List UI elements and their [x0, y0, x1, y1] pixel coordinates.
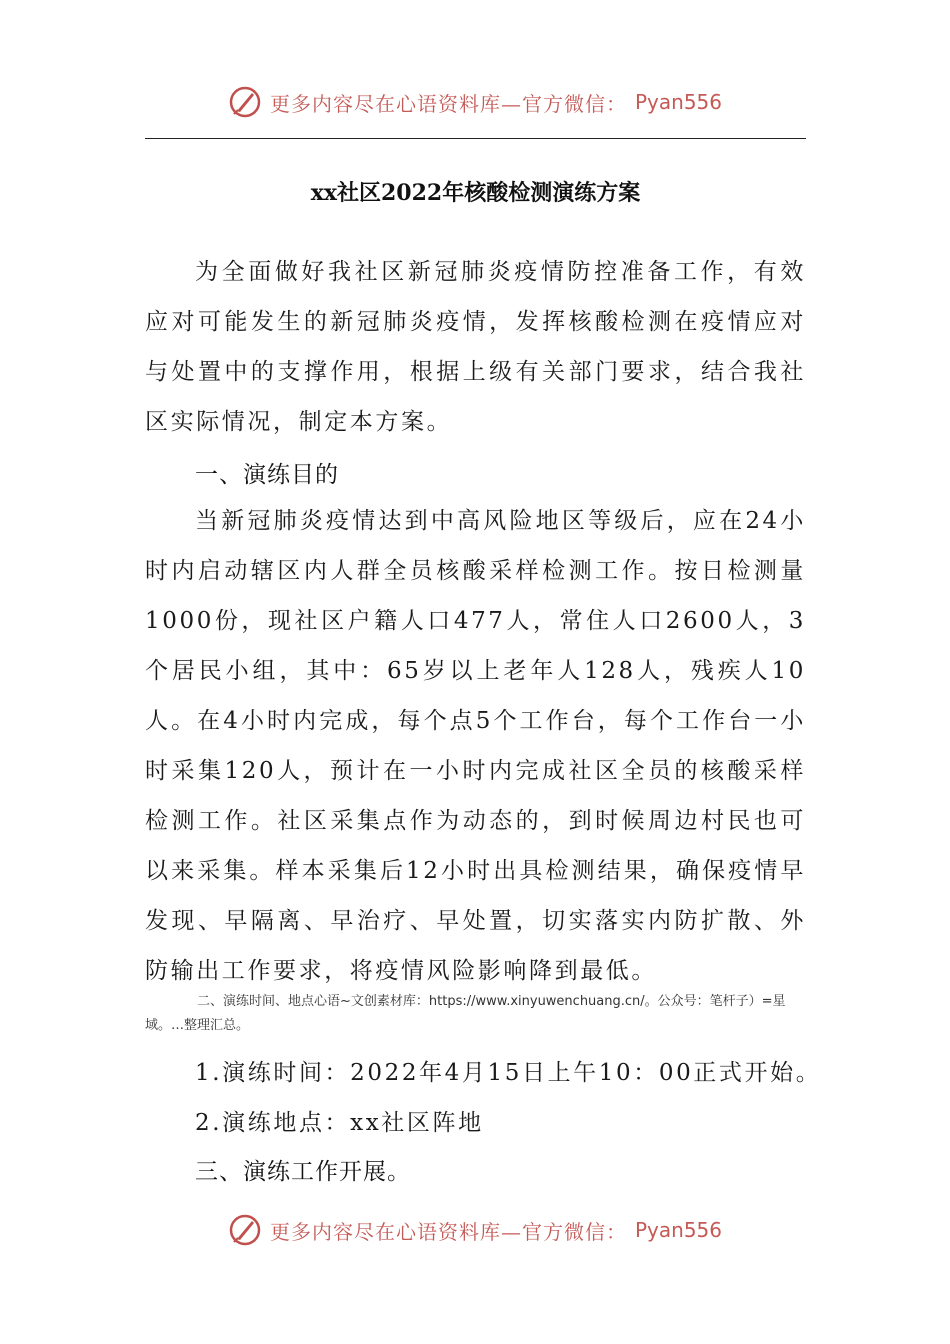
intro-text: 为全面做好我社区新冠肺炎疫情防控准备工作，有效应对可能发生的新冠肺炎疫情，发挥核酸检测在疫情应对与处置中的支撑作用，根据上级有关部门要求，结合我社区实际情况，制定本方案。 [145, 259, 806, 435]
drill-time-item: 1.演练时间：2022年4月15日上午10：00正式开始。 [195, 1060, 822, 1086]
section1-text: 当新冠肺炎疫情达到中高风险地区等级后，应在24小时内启动辖区内人群全员核酸采样检测工作。按日检测量1000份，现社区户籍人口477人，常住人口2600人，3个居民小组，其中：65岁以上老年人128人，残疾人10人。在4小时内完成，每个点5个工作台，每个工作台一小时采集120人，预计在一小时内完成社区全员的核酸采样检测工作。社区采集点作为动态的，到时候周边村民也可以来采集。样本采集后12小时出具检测结果，确保疫情早发现、早隔离、早治疗、早处置，切实落实内防扩散、外防输出工作要求，将疫情风险影响降到最低。 [145, 508, 806, 984]
quill-logo-icon [228, 85, 262, 119]
footer-watermark [0, 1208, 950, 1252]
drill-location-item: 2.演练地点：xx社区阵地 [195, 1110, 484, 1136]
document-title: xx社区2022年核酸检测演练方案 [310, 180, 641, 206]
section2-note: 二、演练时间、地点心语~文创素材库：https://www.xinyuwenchuang.cn/。公众号：笔杆子）=星域。…整理汇总。 [145, 994, 786, 1033]
section1-paragraph [145, 496, 806, 996]
section3-heading: 三、演练工作开展。 [195, 1159, 411, 1185]
quill-logo-icon [228, 1213, 262, 1247]
watermark-text: 更多内容尽在心语资料库—官方微信： [269, 91, 627, 116]
watermark-wechat-id: Pyan556 [634, 1218, 722, 1242]
section1-heading: 一、演练目的 [195, 462, 339, 488]
watermark-text: 更多内容尽在心语资料库—官方微信： [269, 1219, 627, 1244]
intro-paragraph [145, 247, 806, 447]
header-watermark [0, 80, 950, 124]
watermark-wechat-id: Pyan556 [634, 90, 722, 114]
header-divider [145, 138, 806, 139]
